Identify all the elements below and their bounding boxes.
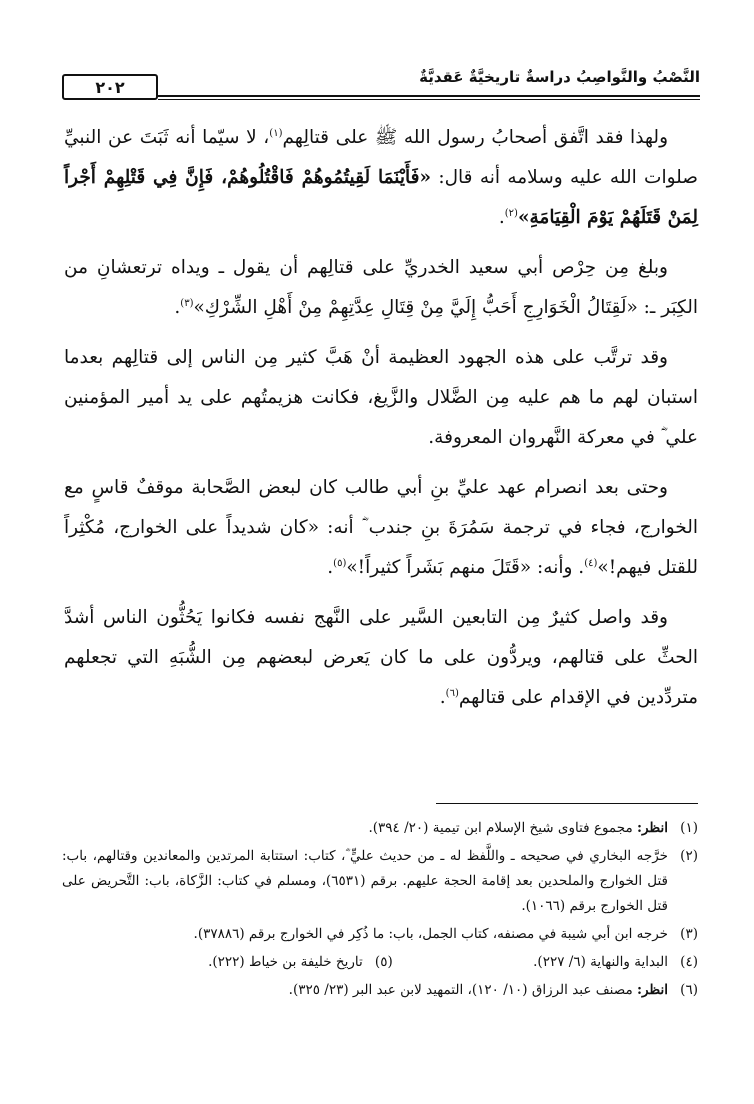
footnote-row-4-5 bbox=[62, 950, 698, 975]
footnote-number: (٢) bbox=[680, 848, 698, 864]
header-rule-thin bbox=[158, 99, 700, 100]
footnote-5 bbox=[87, 950, 392, 975]
paragraph-2 bbox=[64, 248, 698, 328]
paragraph-text: . وأنه: «قَتَلَ منهم بَشَراً كثيراً!» bbox=[346, 557, 585, 578]
paragraph-text: وقد ترتَّب على هذه الجهود العظيمة أنْ هَبَّ كثير مِن الناس إلى قتالِهم بعدما استبان لهم ما هم عليه مِن الضَّلال والزَّيغ، فكانت هزيمتُهم على يد أمير المؤمنين علي ؓ في معركة النَّهروان المعروفة. bbox=[64, 347, 698, 448]
footnote-1 bbox=[62, 816, 698, 841]
footnote-text bbox=[62, 816, 668, 841]
footnote-ref: (٢) bbox=[504, 207, 518, 219]
footnote-2 bbox=[62, 844, 698, 919]
paragraph-1 bbox=[64, 118, 698, 238]
footnote-number: (٤) bbox=[680, 954, 698, 970]
paragraph-text: . bbox=[174, 297, 181, 318]
paragraph-text: وحتى بعد انصرام عهد عليِّ بنِ أبي طالب كان لبعض الصَّحابة موقفٌ قاسٍ مع الخوارج، فجاء في ترجمة سَمُرَةَ بنِ جندب ؓ أنه: «كان شديداً على الخوارج، مُكْثِراً للقتل فيهم!» bbox=[64, 477, 698, 578]
footnote-label: انظر: bbox=[636, 820, 668, 836]
footnote-ref: (٣) bbox=[180, 297, 194, 309]
footnote-ref: (٦) bbox=[445, 687, 459, 699]
paragraph-text: وقد واصل كثيرٌ مِن التابعين السَّير على النَّهج نفسه فكانوا يَحُثُّون الناس أشدَّ الحثِّ على قتالهم، ويردُّون على ما كان يَعرض لبعضهم مِن الشُّبَهِ التي تجعلهم متردِّدين في الإقدام على قتالهم bbox=[64, 607, 698, 708]
page-number: ٢٠٢ bbox=[62, 74, 158, 100]
footnote-number: (٦) bbox=[680, 982, 698, 998]
paragraph-text: ولهذا فقد اتَّفق أصحابُ رسول الله ﷺ على قتالِهم bbox=[282, 127, 668, 148]
footnote-separator bbox=[436, 803, 698, 804]
paragraph-text: وبلغ مِن حِرْص أبي سعيد الخدريِّ على قتالِهم أن يقول ـ ويداه ترتعشانِ من الكِبَر ـ: «لَقِتَالُ الْخَوَارِجِ أَحَبُّ إِلَيَّ مِنْ قِتَالِ عِدَّتِهِمْ مِنْ أَهْلِ الشِّرْكِ» bbox=[64, 257, 698, 318]
footnote-ref: (١) bbox=[269, 127, 283, 139]
footnote-4 bbox=[393, 950, 698, 975]
body-text bbox=[64, 118, 698, 728]
footnote-number: (٥) bbox=[374, 954, 393, 970]
footnote-ref: (٤) bbox=[584, 557, 598, 569]
footnote-ref: (٥) bbox=[333, 557, 347, 569]
paragraph-text: . bbox=[498, 207, 505, 228]
paragraph-4 bbox=[64, 468, 698, 588]
footnote-label: انظر: bbox=[636, 982, 668, 998]
footnote-text: خرجه ابن أبي شيبة في مصنفه، كتاب الجمل، باب: ما ذُكِر في الخوارج برقم (٣٧٨٨٦). bbox=[193, 926, 668, 942]
footnote-text: خرَّجه البخاري في صحيحه ـ واللَّفظ له ـ من حديث عليٍّ ؓ، كتاب: استتابة المرتدين والمعاندين وقتالهم، باب: قتل الخوارج والملحدين بعد إقامة الحجة عليهم. برقم (٦٥٣١)، ومسلم في كتاب: الزَّكاة، باب: التَّحريض على قتل الخوارج برقم (١٠٦٦). bbox=[62, 848, 669, 914]
footnote-3 bbox=[62, 922, 698, 947]
footnote-content: مصنف عبد الرزاق (١٠/ ١٢٠)، التمهيد لابن عبد البر (٢٣/ ٣٢٥). bbox=[288, 982, 637, 998]
header-rule bbox=[158, 95, 700, 97]
page-header bbox=[62, 58, 700, 108]
footnote-text bbox=[62, 978, 668, 1003]
footnote-number: (١) bbox=[680, 820, 698, 836]
footnote-content: مجموع فتاوى شيخ الإسلام ابن تيمية (٢٠/ ٣٩٤). bbox=[368, 820, 637, 836]
footnote-text: البداية والنهاية (٦/ ٢٢٧). bbox=[533, 954, 668, 970]
running-title: النَّصْبُ والنَّواصِبُ دراسةٌ تاريخيَّةٌ عَقديَّةٌ bbox=[419, 68, 700, 86]
footnote-text: تاريخ خليفة بن خياط (٢٢٢). bbox=[208, 954, 363, 970]
footnote-number: (٣) bbox=[680, 926, 698, 942]
paragraph-3 bbox=[64, 338, 698, 458]
footnotes bbox=[62, 816, 698, 1006]
paragraph-5 bbox=[64, 598, 698, 718]
footnote-6 bbox=[62, 978, 698, 1003]
paragraph-text: ، لا سيّما أنه ثَبَتَ عن النبيِّ صلوات الله عليه وسلامه أنه قال: bbox=[64, 127, 698, 188]
hadith-quote: «فَأَيْنَمَا لَقِيتُمُوهُمْ فَاقْتُلُوهُمْ، فَإِنَّ فِي قَتْلِهِمْ أَجْراً لِمَنْ قَتَلَهُمْ يَوْمَ الْقِيَامَةِ» bbox=[64, 167, 698, 228]
paragraph-text: . bbox=[327, 557, 334, 578]
paragraph-text: . bbox=[439, 687, 446, 708]
